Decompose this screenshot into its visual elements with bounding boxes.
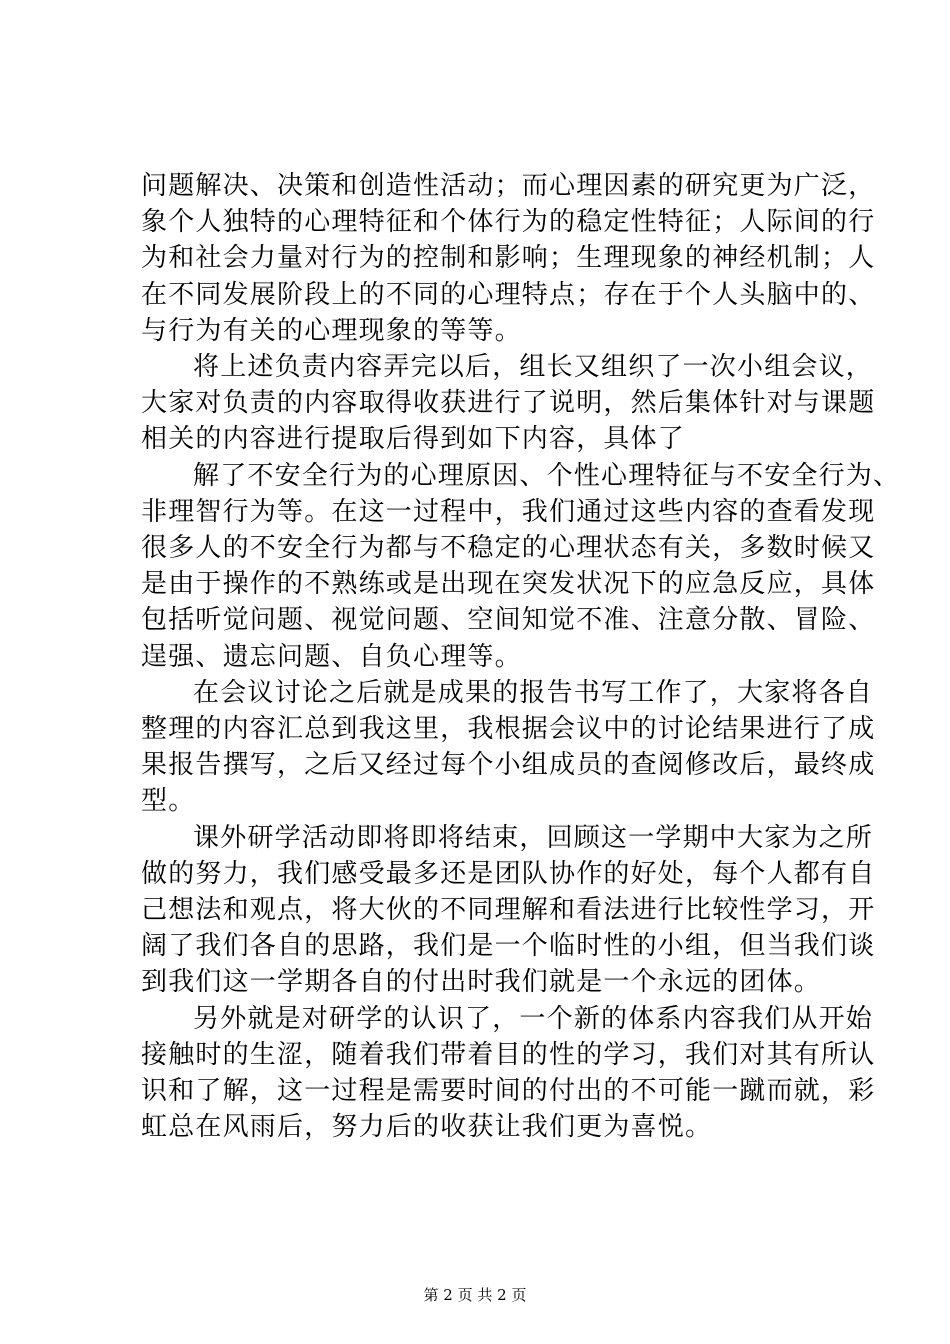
text-line: 是由于操作的不熟练或是出现在突发状况下的应急反应，具体 [141,569,876,600]
text-line: 为和社会力量对行为的控制和影响；生理现象的神经机制；人 [141,243,876,274]
text-line: 果报告撰写，之后又经过每个小组成员的查阅修改后，最终成 [141,750,876,781]
page-footer: 第 2 页 共 2 页 [423,1286,527,1304]
text-line: 虹总在风雨后，努力后的收获让我们更为喜悦。 [141,1112,713,1143]
text-line: 己想法和观点，将大伙的不同理解和看法进行比较性学习，开 [141,895,876,926]
text-line: 非理智行为等。在这一过程中，我们通过这些内容的查看发现 [141,496,876,527]
text-line: 在不同发展阶段上的不同的心理特点；存在于个人头脑中的、 [141,279,876,310]
text-line: 做的努力，我们感受最多还是团队协作的好处，每个人都有自 [141,858,876,889]
text-line: 识和了解，这一过程是需要时间的付出的不可能一蹴而就，彩 [141,1076,876,1107]
text-line: 解了不安全行为的心理原因、个性心理特征与不安全行为、 [193,460,901,491]
text-line: 包括听觉问题、视觉问题、空间知觉不准、注意分散、冒险、 [141,605,876,636]
text-line: 型。 [141,786,196,817]
text-line: 另外就是对研学的认识了，一个新的体系内容我们从开始 [193,1003,874,1034]
document-body [141,168,901,1145]
text-line: 接触时的生涩，随着我们带着目的性的学习，我们对其有所认 [141,1039,876,1070]
text-line: 很多人的不安全行为都与不稳定的心理状态有关，多数时候又 [141,533,876,564]
text-line: 课外研学活动即将即将结束，回顾这一学期中大家为之所 [193,822,874,853]
text-line: 阔了我们各自的思路，我们是一个临时性的小组，但当我们谈 [141,931,876,962]
text-line: 整理的内容汇总到我这里，我根据会议中的讨论结果进行了成 [141,714,876,745]
text-line: 到我们这一学期各自的付出时我们就是一个永远的团体。 [141,967,822,998]
text-line: 象个人独特的心理特征和个体行为的稳定性特征；人际间的行 [141,207,876,238]
text-line: 相关的内容进行提取后得到如下内容，具体了 [141,424,686,455]
text-line: 将上述负责内容弄完以后，组长又组织了一次小组会议， [193,352,874,383]
text-line: 大家对负责的内容取得收获进行了说明，然后集体针对与课题 [141,388,876,419]
text-line: 逞强、遗忘问题、自负心理等。 [141,641,522,672]
text-line: 与行为有关的心理现象的等等。 [141,315,522,346]
text-line: 在会议讨论之后就是成果的报告书写工作了，大家将各自 [193,677,874,708]
text-line: 问题解决、决策和创造性活动；而心理因素的研究更为广泛， [141,171,876,201]
